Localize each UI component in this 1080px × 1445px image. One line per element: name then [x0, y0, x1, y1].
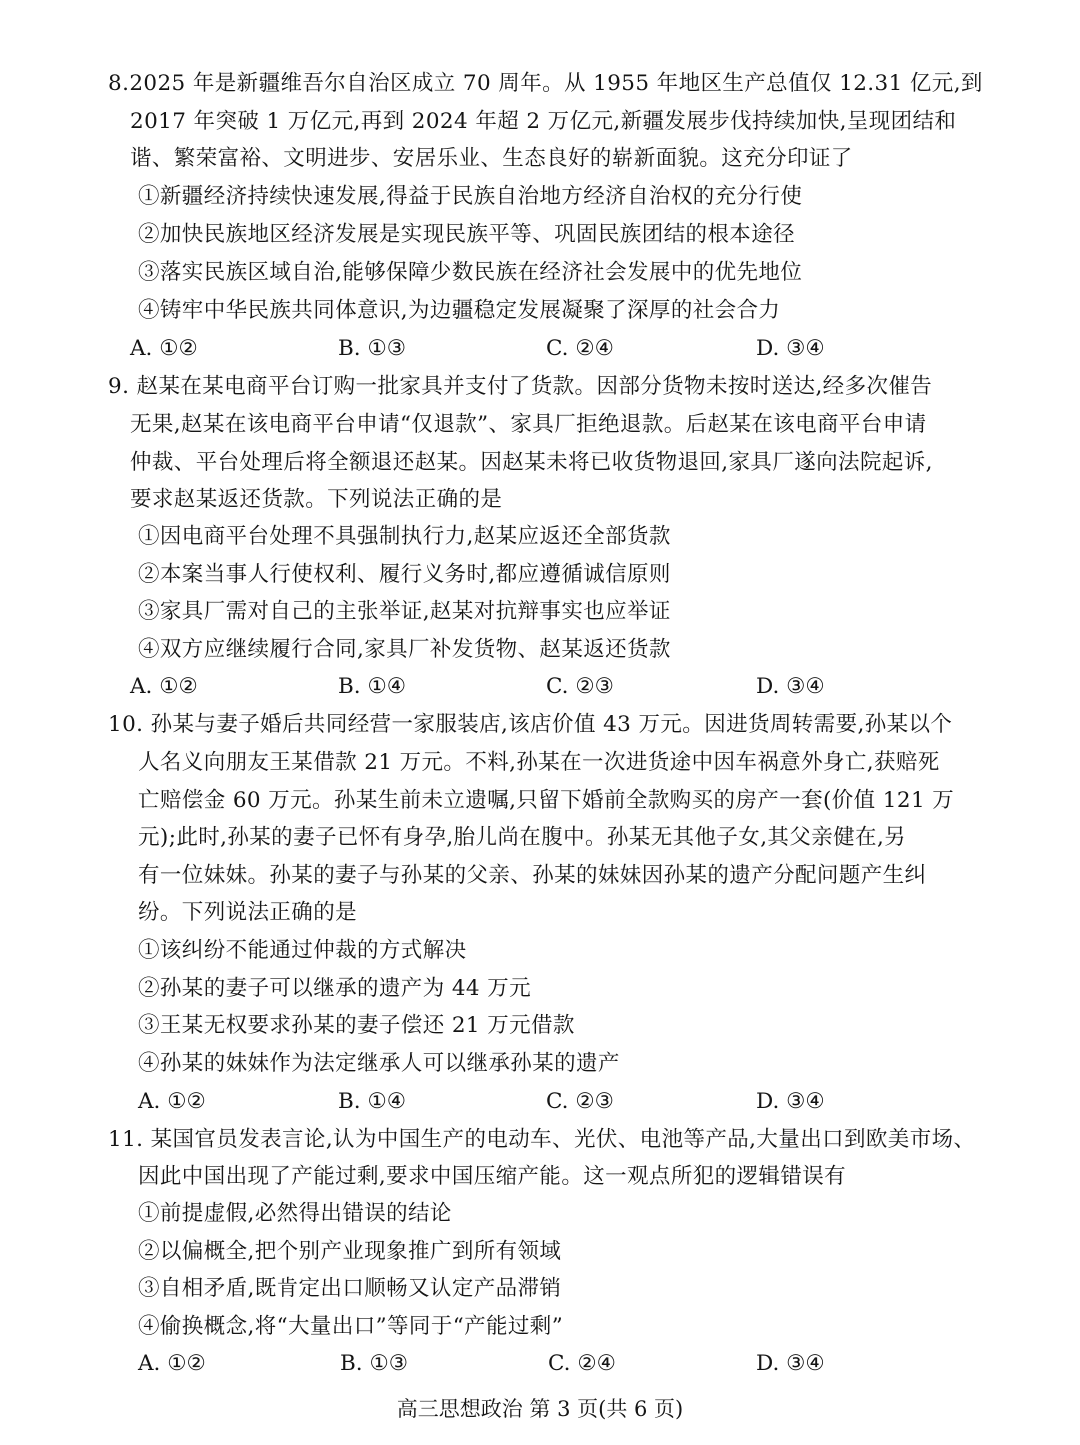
- choice-c: C. ②③: [546, 674, 614, 699]
- question-stem-line: 10. 孙某与妻子婚后共同经营一家服装店,该店价值 43 万元。因进货周转需要,孙某以个: [108, 712, 953, 737]
- question-stem-line: 2017 年突破 1 万亿元,再到 2024 年超 2 万亿元,新疆发展步伐持续加快,呈现团结和: [130, 109, 957, 134]
- statement-option: ③落实民族区域自治,能够保障少数民族在经济社会发展中的优先地位: [138, 260, 803, 285]
- question-stem-line: 元);此时,孙某的妻子已怀有身孕,胎儿尚在腹中。孙某无其他子女,其父亲健在,另: [138, 825, 907, 850]
- question-stem-line: 亡赔偿金 60 万元。孙某生前未立遗嘱,只留下婚前全款购买的房产一套(价值 121 万: [138, 788, 955, 813]
- choice-d: D. ③④: [756, 1351, 825, 1376]
- answer-choices: [0, 1350, 1080, 1378]
- statement-option: ②本案当事人行使权利、履行义务时,都应遵循诚信原则: [138, 562, 671, 587]
- statement-option: ③自相矛盾,既肯定出口顺畅又认定产品滞销: [138, 1276, 562, 1301]
- choice-d: D. ③④: [756, 674, 825, 699]
- question-stem-line: 要求赵某返还货款。下列说法正确的是: [130, 487, 503, 512]
- choice-a: A. ①②: [130, 336, 198, 361]
- statement-option: ①因电商平台处理不具强制执行力,赵某应返还全部货款: [138, 524, 671, 549]
- choice-d: D. ③④: [756, 1089, 825, 1114]
- choice-a: A. ①②: [138, 1351, 206, 1376]
- choice-a: A. ①②: [130, 674, 198, 699]
- choice-c: C. ②④: [548, 1351, 616, 1376]
- question-stem-line: 8.2025 年是新疆维吾尔自治区成立 70 周年。从 1955 年地区生产总值仅 12.31 亿元,到: [108, 71, 983, 96]
- answer-choices: [0, 335, 1080, 363]
- statement-option: ③家具厂需对自己的主张举证,赵某对抗辩事实也应举证: [138, 599, 671, 624]
- choice-b: B. ①④: [338, 674, 407, 699]
- question-stem-line: 人名义向朋友王某借款 21 万元。不料,孙某在一次进货途中因车祸意外身亡,获赔死: [138, 750, 940, 775]
- answer-choices: [0, 673, 1080, 701]
- statement-option: ④偷换概念,将“大量出口”等同于“产能过剩”: [138, 1314, 564, 1339]
- answer-choices: [0, 1088, 1080, 1116]
- choice-c: C. ②④: [546, 336, 614, 361]
- choice-d: D. ③④: [756, 336, 825, 361]
- statement-option: ②孙某的妻子可以继承的遗产为 44 万元: [138, 976, 532, 1001]
- statement-option: ③王某无权要求孙某的妻子偿还 21 万元借款: [138, 1013, 575, 1038]
- statement-option: ②加快民族地区经济发展是实现民族平等、巩固民族团结的根本途径: [138, 222, 796, 247]
- question-stem-line: 谐、繁荣富裕、文明进步、安居乐业、生态良好的崭新面貌。这充分印证了: [130, 146, 853, 171]
- statement-option: ④铸牢中华民族共同体意识,为边疆稳定发展凝聚了深厚的社会合力: [138, 298, 781, 323]
- question-stem-line: 无果,赵某在该电商平台申请“仅退款”、家具厂拒绝退款。后赵某在该电商平台申请: [130, 412, 927, 437]
- statement-option: ②以偏概全,把个别产业现象推广到所有领域: [138, 1239, 562, 1264]
- statement-option: ④孙某的妹妹作为法定继承人可以继承孙某的遗产: [138, 1051, 620, 1076]
- choice-b: B. ①③: [340, 1351, 409, 1376]
- question-stem-line: 仲裁、平台处理后将全额退还赵某。因赵某未将已收货物退回,家具厂遂向法院起诉,: [130, 450, 933, 475]
- statement-option: ①前提虚假,必然得出错误的结论: [138, 1201, 452, 1226]
- question-stem-line: 因此中国出现了产能过剩,要求中国压缩产能。这一观点所犯的逻辑错误有: [138, 1164, 847, 1189]
- choice-b: B. ①③: [338, 336, 407, 361]
- page-footer: 高三思想政治 第 3 页(共 6 页): [396, 1397, 684, 1421]
- choice-c: C. ②③: [546, 1089, 614, 1114]
- statement-option: ①该纠纷不能通过仲裁的方式解决: [138, 938, 467, 963]
- statement-option: ④双方应继续履行合同,家具厂补发货物、赵某返还货款: [138, 637, 671, 662]
- question-stem-line: 9. 赵某在某电商平台订购一批家具并支付了货款。因部分货物未按时送达,经多次催告: [108, 374, 933, 399]
- question-stem-line: 纷。下列说法正确的是: [138, 900, 358, 925]
- choice-b: B. ①④: [338, 1089, 407, 1114]
- question-stem-line: 有一位妹妹。孙某的妻子与孙某的父亲、孙某的妹妹因孙某的遗产分配问题产生纠: [138, 863, 927, 888]
- question-stem-line: 11. 某国官员发表言论,认为中国生产的电动车、光伏、电池等产品,大量出口到欧美市场、: [108, 1127, 976, 1152]
- choice-a: A. ①②: [138, 1089, 206, 1114]
- statement-option: ①新疆经济持续快速发展,得益于民族自治地方经济自治权的充分行使: [138, 184, 803, 209]
